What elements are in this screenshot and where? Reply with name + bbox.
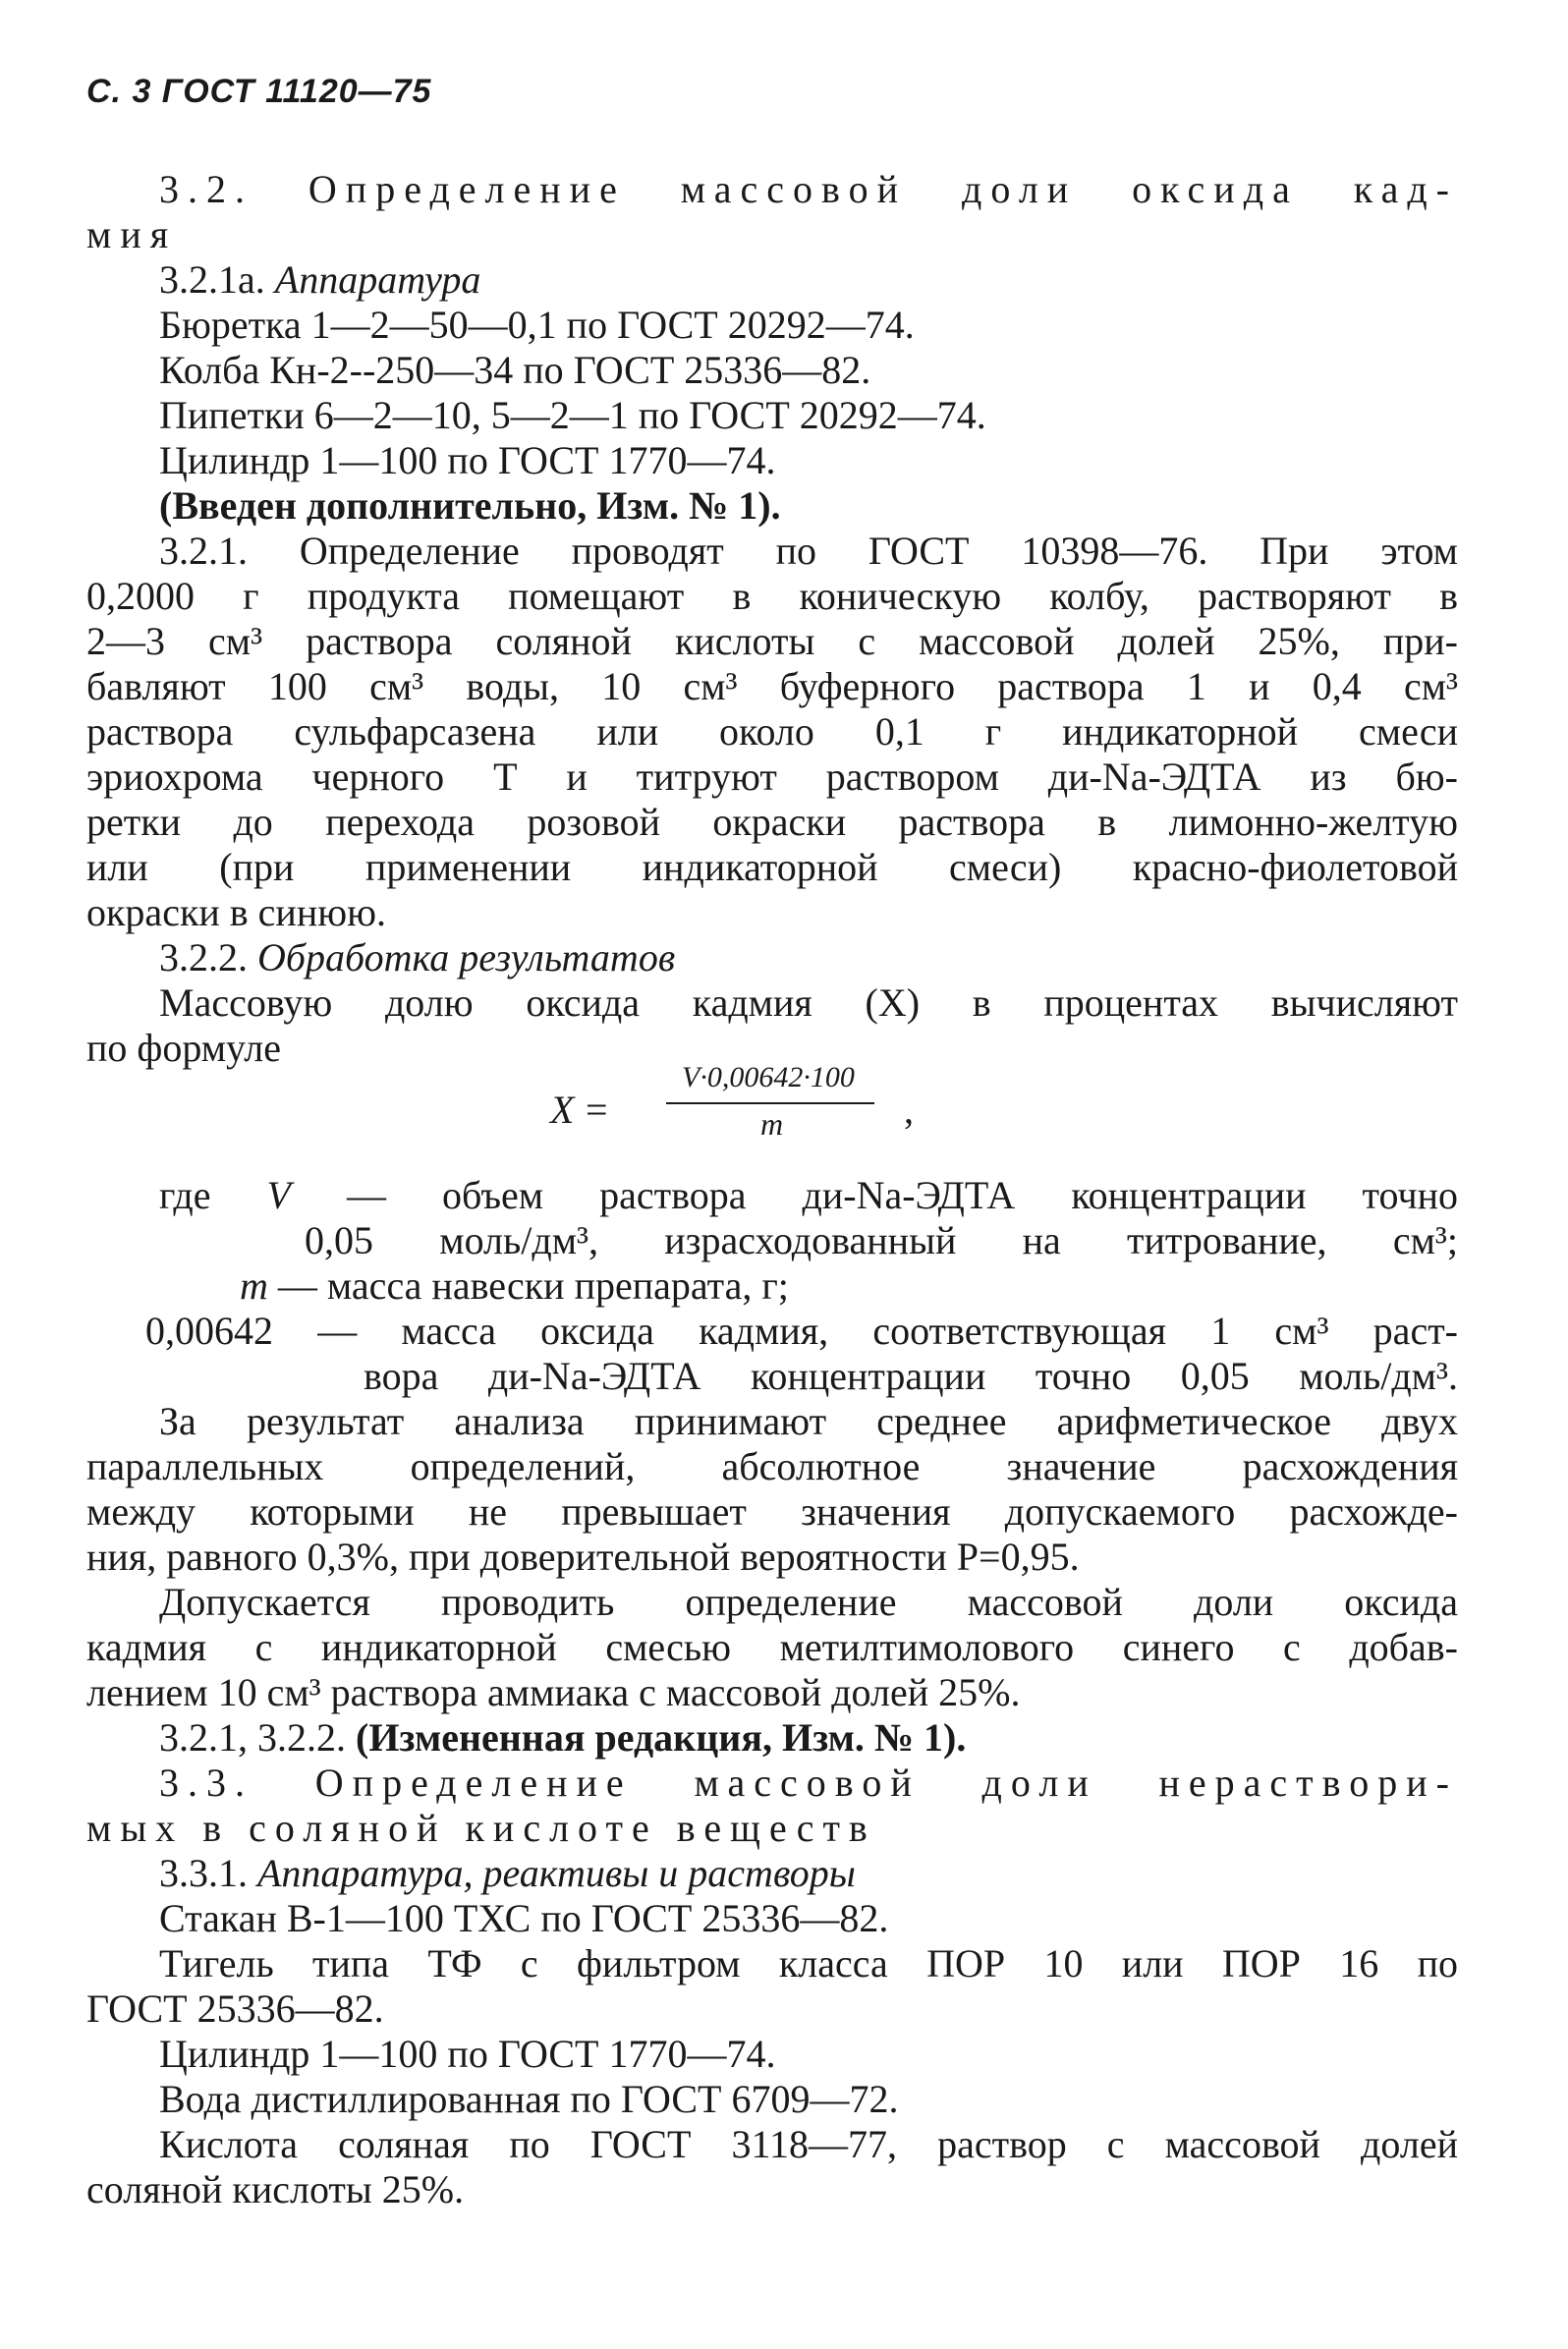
formula-denominator: m	[760, 1106, 784, 1142]
page-header: С. 3 ГОСТ 11120—75	[86, 73, 432, 110]
formula-lhs: X	[550, 1088, 575, 1132]
apparatus-item: Цилиндр 1—100 по ГОСТ 1770—74.	[159, 438, 776, 482]
formula-numerator: V·0,00642·100	[682, 1061, 855, 1093]
amendment-note: (Введен дополнительно, Изм. № 1).	[159, 483, 781, 528]
apparatus-item: Стакан В-1—100 ТХС по ГОСТ 25336—82.	[159, 1896, 889, 1940]
paragraph-line: кадмия с индикаторной смесью метилтимолового синего с добав-	[86, 1625, 1458, 1669]
apparatus-item: Цилиндр 1—100 по ГОСТ 1770—74.	[159, 2032, 776, 2076]
section-title: 3.2. Определение массовой доли оксида кад-	[159, 167, 1458, 211]
apparatus-item: Колба Кн-2--250—34 по ГОСТ 25336—82.	[159, 348, 871, 392]
paragraph-line: лением 10 см³ раствора аммиака с массовой долей 25%.	[86, 1670, 1021, 1714]
reagent-item-cont: соляной кислоты 25%.	[86, 2167, 465, 2211]
paragraph-line: 2—3 см³ раствора соляной кислоты с массовой долей 25%, при-	[86, 619, 1458, 663]
definition-v-cont: 0,05 моль/дм³, израсходованный на титрование, см³;	[305, 1218, 1458, 1262]
apparatus-item-cont: ГОСТ 25336—82.	[86, 1986, 384, 2031]
paragraph-line: 3.2.1. Определение проводят по ГОСТ 10398—76. При этом	[159, 529, 1458, 573]
paragraph-line: ния, равного 0,3%, при доверительной вероятности P=0,95.	[86, 1535, 1080, 1579]
paragraph-line: по формуле	[86, 1026, 281, 1070]
paragraph-line: параллельных определений, абсолютное значение расхождения	[86, 1444, 1458, 1488]
paragraph-line: За результат анализа принимают среднее арифметическое двух	[159, 1399, 1458, 1443]
paragraph-line: или (при применении индикаторной смеси) красно-фиолетовой	[86, 845, 1458, 889]
subsection-title: 3.2.1а. Аппаратура	[159, 257, 481, 302]
formula-equals: =	[586, 1088, 608, 1132]
apparatus-item: Пипетки 6—2—10, 5—2—1 по ГОСТ 20292—74.	[159, 393, 986, 437]
paragraph-line: Допускается проводить определение массовой доли оксида	[159, 1580, 1458, 1624]
section-title-cont: мия	[86, 212, 178, 256]
definition-constant: 0,00642 — масса оксида кадмия, соответствующая 1 см³ раст-	[145, 1309, 1458, 1353]
formula-comma: ,	[904, 1088, 914, 1132]
paragraph-line: эриохрома черного Т и титруют раствором ди-Na-ЭДТА из бю-	[86, 755, 1458, 799]
formula	[550, 1061, 1002, 1159]
definition-m: m — масса навески препарата, г;	[240, 1263, 789, 1308]
paragraph-line: раствора сульфарсазена или около 0,1 г индикаторной смеси	[86, 709, 1458, 754]
amendment-note: 3.2.1, 3.2.2. (Измененная редакция, Изм. № 1).	[159, 1715, 967, 1760]
subsection-title: 3.3.1. Аппаратура, реактивы и растворы	[159, 1851, 856, 1895]
paragraph-line: 0,2000 г продукта помещают в коническую колбу, растворяют в	[86, 574, 1458, 618]
fraction-bar	[666, 1102, 874, 1104]
definition-v: где V — объем раствора ди-Na-ЭДТА концентрации точно	[159, 1173, 1458, 1217]
section-title: 3.3. Определение массовой доли нераствори-	[159, 1761, 1458, 1805]
apparatus-item: Тигель типа ТФ с фильтром класса ПОР 10 или ПОР 16 по	[159, 1941, 1458, 1985]
paragraph-line: между которыми не превышает значения допускаемого расхожде-	[86, 1489, 1458, 1534]
section-title-cont: мых в соляной кислоте веществ	[86, 1806, 876, 1850]
paragraph-line: Массовую долю оксида кадмия (X) в процентах вычисляют	[159, 980, 1458, 1025]
subsection-title: 3.2.2. Обработка результатов	[159, 935, 676, 979]
reagent-item: Кислота соляная по ГОСТ 3118—77, раствор с массовой долей	[159, 2122, 1458, 2166]
definition-constant-cont: вора ди-Na-ЭДТА концентрации точно 0,05 моль/дм³.	[364, 1354, 1458, 1398]
paragraph-line: бавляют 100 см³ воды, 10 см³ буферного раствора 1 и 0,4 см³	[86, 664, 1458, 708]
paragraph-line: окраски в синюю.	[86, 890, 386, 934]
apparatus-item: Бюретка 1—2—50—0,1 по ГОСТ 20292—74.	[159, 303, 915, 347]
paragraph-line: ретки до перехода розовой окраски раствора в лимонно-желтую	[86, 800, 1458, 844]
reagent-item: Вода дистиллированная по ГОСТ 6709—72.	[159, 2077, 899, 2121]
